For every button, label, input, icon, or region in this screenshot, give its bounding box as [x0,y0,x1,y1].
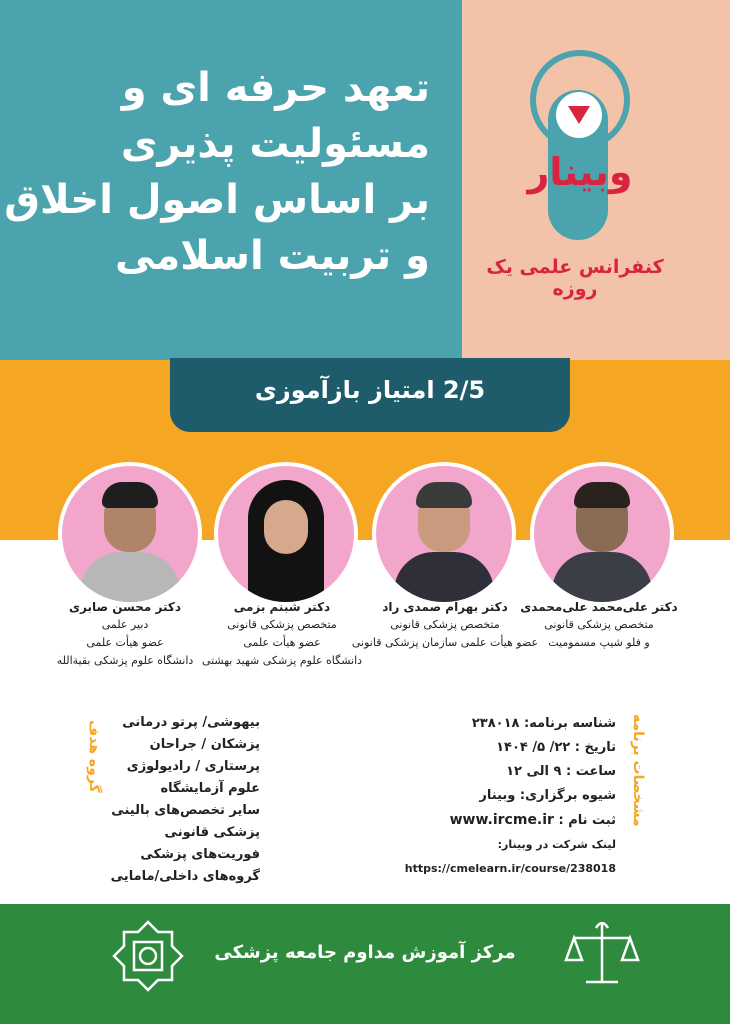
speaker-card [192,598,372,670]
footer-title: مرکز آموزش مداوم جامعه پزشکی [214,942,516,963]
list-item: سایر تخصص‌های بالینی [111,803,260,818]
speaker-card [350,598,540,652]
speaker-detail: دانشگاه علوم پزشکی شهید بهشتی [201,654,363,667]
program-method: شیوه برگزاری: وبینار [479,788,616,803]
university-logo-icon [110,918,186,994]
points-label: 2/5 امتیاز بازآموزی [254,376,486,404]
speaker-photo [372,462,516,606]
speaker-name: دکتر محسن صابری [68,600,181,614]
speaker-photo [530,462,674,606]
speaker-photo [58,462,202,606]
target-group-list [60,712,260,888]
list-item: فوریت‌های پزشکی [140,847,260,862]
webinar-link[interactable]: https://cmelearn.ir/course/238018 [404,862,616,875]
title-line: تعهد حرفه ای و [121,65,430,111]
register-link[interactable]: www.ircme.ir [449,812,554,828]
speaker-photo [214,462,358,606]
speaker-name: دکتر بهرام صمدی راد [382,600,508,614]
conference-label: کنفرانس علمی یک روزه [486,256,664,300]
list-item: گروه‌های داخلی/مامایی [110,869,260,884]
target-group-label: گروه هدف [86,720,102,793]
list-item: پزشکان / جراحان [149,737,260,752]
speaker-card [40,598,210,670]
title-line: مسئولیت پذیری [120,121,430,167]
list-item: بیهوشی/ پرتو درمانی [122,715,260,730]
list-item: پزشکی قانونی [164,825,260,840]
speaker-name: دکتر شبنم بزمی [233,600,331,614]
page-title [0,60,430,284]
speaker-detail: و فلو شیپ مسمومیت [548,636,650,649]
title-line: بر اساس اصول اخلاق [4,177,430,223]
speaker-detail: متخصص پزشکی قانونی [390,618,500,631]
speaker-detail: متخصص پزشکی قانونی [227,618,337,631]
register-label: ثبت نام : [558,813,616,828]
speaker-detail: عضو هیأت علمی سازمان پزشکی قانونی [351,636,539,649]
speaker-face [264,500,308,554]
speaker-hair [574,482,630,508]
webinar-link-label: لینک شرکت در وبینار: [497,838,616,851]
research-center-logo-icon [560,914,644,998]
program-id: شناسه برنامه: ۲۳۸۰۱۸ [471,716,616,731]
program-specs [316,712,616,881]
speaker-hair [102,482,158,508]
speaker-detail: دانشگاه علوم پزشکی بقیة‌الله [56,654,194,667]
speaker-name: دکتر علی‌محمد علی‌محمدی [520,600,678,614]
webinar-label: وبینار [527,150,633,194]
program-date: تاریخ : ۲۲/ ۵/ ۱۴۰۴ [496,740,616,755]
list-item: علوم آزمایشگاه [160,781,260,796]
register-row [316,808,616,833]
speaker-detail: عضو هیأت علمی [243,636,321,649]
speaker-hair [416,482,472,508]
title-line: و تربیت اسلامی [115,233,430,279]
program-specs-label: مشخصات برنامه [630,714,646,827]
speaker-detail: دبیر علمی [101,618,149,631]
program-time: ساعت : ۹ الی ۱۲ [506,764,616,779]
list-item: پرستاری / رادیولوژی [126,759,260,774]
speaker-detail: متخصص پزشکی قانونی [544,618,654,631]
speaker-detail: عضو هیأت علمی [86,636,164,649]
play-icon [568,106,590,124]
